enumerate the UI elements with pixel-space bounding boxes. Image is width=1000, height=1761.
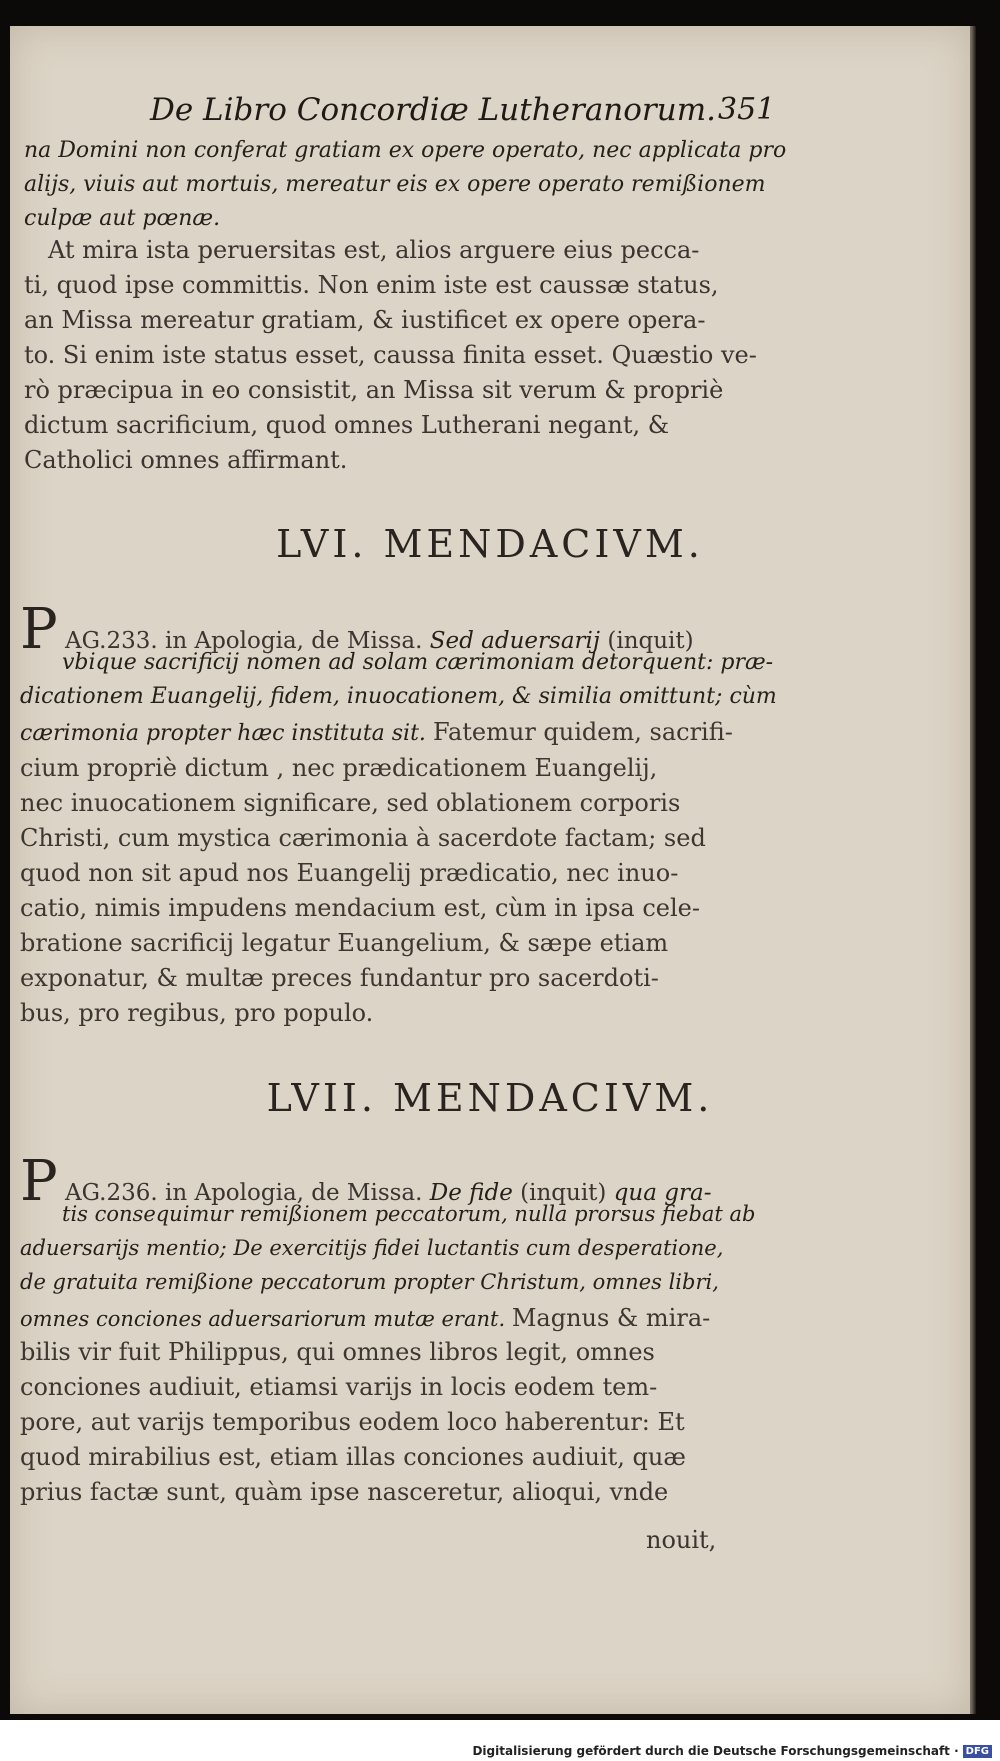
text-line: catio, nimis impudens mendacium est, cùm in ipsa cele-	[20, 894, 700, 922]
text-line: bilis vir fuit Philippus, qui omnes libros legit, omnes	[20, 1338, 655, 1366]
text-line: na Domini non conferat gratiam ex opere operato, nec applicata pro	[24, 138, 787, 163]
text-line: prius factæ sunt, quàm ipse nasceretur, alioqui, vnde	[20, 1478, 669, 1506]
text-line: Catholici omnes affirmant.	[24, 446, 348, 474]
text-line: conciones audiuit, etiamsi varijs in locis eodem tem-	[20, 1373, 658, 1401]
text-line: rò præcipua in eo consistit, an Missa sit verum & propriè	[24, 376, 724, 404]
dfg-logo: DFG	[963, 1745, 992, 1758]
section-heading: LVI. MENDACIVM.	[276, 522, 704, 566]
text-line: Christi, cum mystica cærimonia à sacerdote factam; sed	[20, 824, 706, 852]
text-fragment: (inquit)	[607, 628, 694, 654]
text-line: to. Si enim iste status esset, caussa finita esset. Quæstio ve-	[24, 341, 757, 369]
catchword: nouit,	[646, 1526, 717, 1554]
citation: AG.233. in Apologia, de Missa.	[65, 628, 423, 654]
quote-text: qua gra-	[613, 1180, 712, 1206]
drop-cap: P	[20, 597, 58, 662]
text-line	[20, 597, 694, 662]
text-line: bus, pro regibus, pro populo.	[20, 999, 374, 1027]
text-line: cium propriè dictum , nec prædicationem Euangelij,	[20, 754, 658, 782]
text-line: an Missa mereatur gratiam, & iustificet ex opere opera-	[24, 306, 706, 334]
drop-cap: P	[20, 1149, 58, 1214]
text-line: pore, aut varijs temporibus eodem loco haberentur: Et	[20, 1408, 685, 1436]
text-line: tis consequimur remißionem peccatorum, nulla prorsus fiebat ab	[62, 1202, 756, 1226]
text-line: cærimonia propter hæc instituta sit. Fatemur quidem, sacrifi-	[20, 718, 733, 746]
text-line: dicationem Euangelij, fidem, inuocationem, & similia omittunt; cùm	[20, 684, 777, 709]
quote-text: De fide	[429, 1180, 513, 1206]
running-head: De Libro Concordiæ Lutheranorum.	[150, 92, 716, 128]
page-number: 351	[718, 92, 776, 127]
text-line: vbique sacrificij nomen ad solam cærimoniam detorquent: præ-	[62, 650, 774, 675]
text-line: dictum sacrificium, quod omnes Lutherani negant, &	[24, 411, 670, 439]
text-line: exponatur, & multæ preces fundantur pro sacerdoti-	[20, 964, 659, 992]
credit-text: Digitalisierung gefördert durch die Deutsche Forschungsgemeinschaft ·	[472, 1744, 959, 1758]
text-line: At mira ista peruersitas est, alios arguere eius pecca-	[48, 236, 700, 264]
citation: AG.236. in Apologia, de Missa.	[65, 1180, 423, 1206]
text-line: culpæ aut pœnæ.	[24, 206, 221, 231]
quote-text: Sed aduersarij	[429, 628, 601, 654]
text-line: nec inuocationem significare, sed oblationem corporis	[20, 789, 681, 817]
text-line: de gratuita remißione peccatorum propter Christum, omnes libri,	[20, 1270, 719, 1294]
text-line: alijs, viuis aut mortuis, mereatur eis ex opere operato remißionem	[24, 172, 766, 197]
text-fragment: (inquit)	[520, 1180, 607, 1206]
text-line: ti, quod ipse committis. Non enim iste est caussæ status,	[24, 271, 719, 299]
text-line: quod mirabilius est, etiam illas conciones audiuit, quæ	[20, 1443, 686, 1471]
digitization-credit	[472, 1744, 992, 1758]
text-line: aduersarijs mentio; De exercitijs fidei luctantis cum desperatione,	[20, 1236, 724, 1260]
text-line: bratione sacrificij legatur Euangelium, & sæpe etiam	[20, 929, 669, 957]
book-page	[10, 26, 970, 1714]
text-line: quod non sit apud nos Euangelij prædicatio, nec inuo-	[20, 859, 679, 887]
text-line: omnes conciones aduersariorum mutæ erant. Magnus & mira-	[20, 1304, 711, 1332]
section-heading: LVII. MENDACIVM.	[266, 1076, 714, 1120]
text-line	[20, 1149, 712, 1214]
